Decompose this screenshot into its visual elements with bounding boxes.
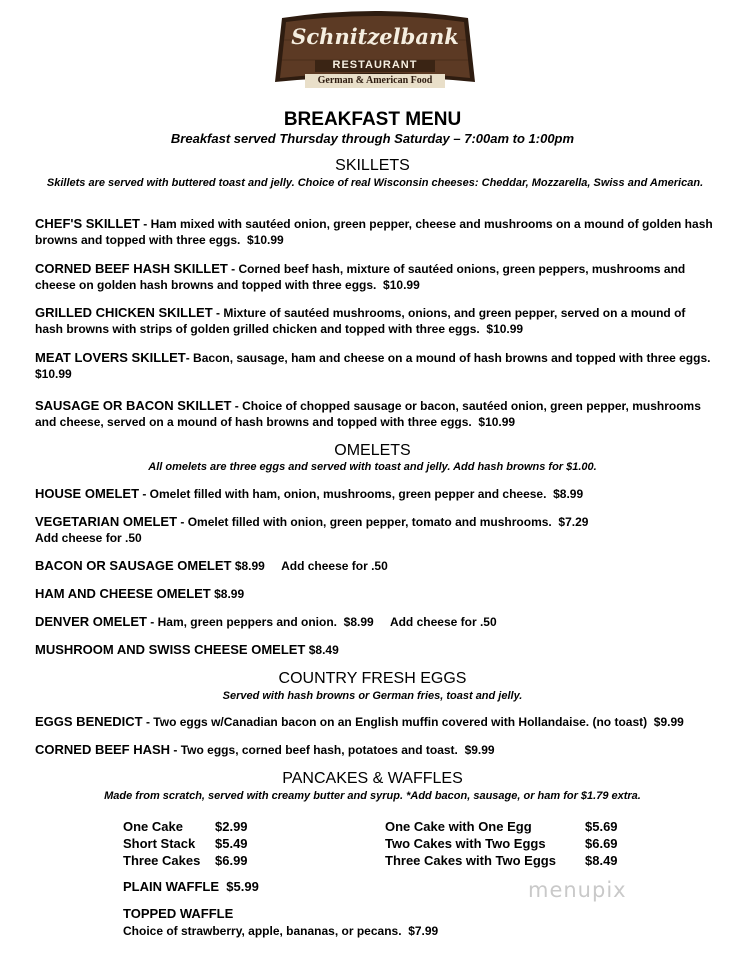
menu-item: [35, 714, 715, 730]
item-name: EGGS BENEDICT: [35, 714, 143, 729]
menu-item: [35, 261, 715, 293]
menu-item: [35, 216, 715, 248]
pancakes-note: Made from scratch, served with creamy butter and syrup. *Add bacon, sausage, or ham for $1.79 extra.: [104, 790, 641, 802]
item-price: $10.99: [486, 322, 524, 336]
item-name: MEAT LOVERS SKILLET: [35, 350, 186, 365]
menu-item: [35, 742, 715, 758]
item-price: $7.99: [408, 924, 439, 938]
item-desc: - Bacon, sausage, ham and cheese on a mound of hash browns and topped with three eggs.: [185, 351, 711, 365]
item-extra: Add cheese for .50: [281, 559, 388, 573]
pancake-option: Two Cakes with Two Eggs $6.69: [385, 836, 618, 851]
item-name: PLAIN WAFFLE: [123, 879, 220, 894]
item-name: MUSHROOM AND SWISS CHEESE OMELET: [35, 642, 306, 657]
item-price: $8.99: [553, 487, 584, 501]
item-name: SAUSAGE OR BACON SKILLET: [35, 398, 232, 413]
item-name: CHEF'S SKILLET: [35, 216, 140, 231]
item-desc: - Ham, green peppers and onion.: [146, 615, 337, 629]
item-price: $8.99: [234, 559, 265, 573]
item-price: $9.99: [464, 743, 495, 757]
menu-item: [35, 486, 715, 502]
topped-waffle-desc: [123, 924, 438, 938]
item-desc: - Two eggs, corned beef hash, potatoes and toast.: [170, 743, 458, 757]
logo-name: Schnitzelbank: [291, 24, 459, 49]
restaurant-logo: [270, 10, 480, 95]
item-name: DENVER OMELET: [35, 614, 147, 629]
item-name: BACON OR SAUSAGE OMELET: [35, 558, 232, 573]
logo-tagline: German & American Food: [317, 75, 433, 86]
pancake-list-left: [123, 818, 248, 869]
item-name: HOUSE OMELET: [35, 486, 140, 501]
item-desc: - Two eggs w/Canadian bacon on an English muffin covered with Hollandaise. (no toast): [142, 715, 648, 729]
item-price: $9.99: [653, 715, 684, 729]
pancake-option: One Cake with One Egg $5.69: [385, 819, 618, 834]
item-desc: - Omelet filled with onion, green pepper, tomato and mushrooms.: [177, 515, 552, 529]
omelets-heading: OMELETS: [334, 442, 411, 459]
topped-waffle-name: TOPPED WAFFLE: [123, 906, 234, 921]
item-desc: - Corned beef hash, mixture of sautéed onions, green peppers, mushrooms and cheese on golden hash browns and topped with three eggs.: [35, 262, 686, 292]
menu-item: [35, 558, 715, 574]
item-price: $8.99: [214, 587, 245, 601]
menu-item: [35, 514, 715, 546]
pancake-option: Short Stack $5.49: [123, 836, 248, 851]
item-price: $8.49: [308, 643, 339, 657]
item-desc: - Choice of chopped sausage or bacon, sautéed onion, green pepper, mushrooms and cheese, served on a mound of hash browns and topped with three eggs.: [35, 399, 701, 429]
item-price: $7.29: [558, 515, 589, 529]
item-desc: - Ham mixed with sautéed onion, green pepper, cheese and mushrooms on a mound of golden hash browns and topped with three eggs.: [35, 217, 713, 247]
item-name: GRILLED CHICKEN SKILLET: [35, 305, 213, 320]
menu-item: [35, 642, 715, 658]
watermark: menupix: [528, 878, 627, 902]
skillets-heading: SKILLETS: [335, 157, 410, 174]
item-desc: - Omelet filled with ham, onion, mushrooms, green pepper and cheese.: [139, 487, 547, 501]
pancake-option: One Cake $2.99: [123, 819, 248, 834]
pancake-option: Three Cakes with Two Eggs $8.49: [385, 853, 618, 868]
pancake-option: Three Cakes $6.99: [123, 853, 248, 868]
menu-item: [35, 398, 715, 430]
item-name: HAM AND CHEESE OMELET: [35, 586, 211, 601]
item-extra: Add cheese for .50: [389, 615, 497, 629]
logo-restaurant: RESTAURANT: [332, 59, 418, 71]
item-price: $10.99: [383, 278, 420, 292]
item-name: CORNED BEEF HASH: [35, 742, 171, 757]
item-price: $10.99: [478, 415, 516, 429]
item-price: $10.99: [35, 367, 72, 381]
item-name: CORNED BEEF HASH SKILLET: [35, 261, 228, 276]
skillets-note: Skillets are served with buttered toast and jelly. Choice of real Wisconsin cheeses: Cheddar, Mozzarella, Swiss and American.: [46, 177, 704, 189]
omelets-note: All omelets are three eggs and served with toast and jelly. Add hash browns for $1.00.: [148, 461, 597, 473]
item-price: $10.99: [247, 233, 284, 247]
item-desc: Choice of strawberry, apple, bananas, or pecans.: [123, 924, 402, 938]
item-desc: - Mixture of sautéed mushrooms, onions, and green pepper, served on a mound of hash browns with strips of golden grilled chicken and topped with three eggs.: [35, 306, 686, 336]
eggs-note: Served with hash browns or German fries, toast and jelly.: [222, 690, 523, 702]
item-extra: Add cheese for .50: [35, 531, 142, 545]
plain-waffle: [123, 879, 259, 894]
menu-item: [35, 586, 715, 602]
item-name: VEGETARIAN OMELET: [35, 514, 178, 529]
pancake-list-right: [385, 818, 618, 869]
menu-item: [35, 614, 715, 630]
item-price: $8.99: [343, 615, 374, 629]
page-title: BREAKFAST MENU: [283, 109, 462, 130]
menu-item: [35, 305, 715, 337]
menu-item: [35, 350, 715, 382]
item-price: $5.99: [226, 879, 259, 894]
page-subtitle: Breakfast served Thursday through Saturday – 7:00am to 1:00pm: [170, 131, 575, 146]
pancakes-heading: PANCAKES & WAFFLES: [282, 770, 463, 787]
eggs-heading: COUNTRY FRESH EGGS: [278, 670, 467, 687]
